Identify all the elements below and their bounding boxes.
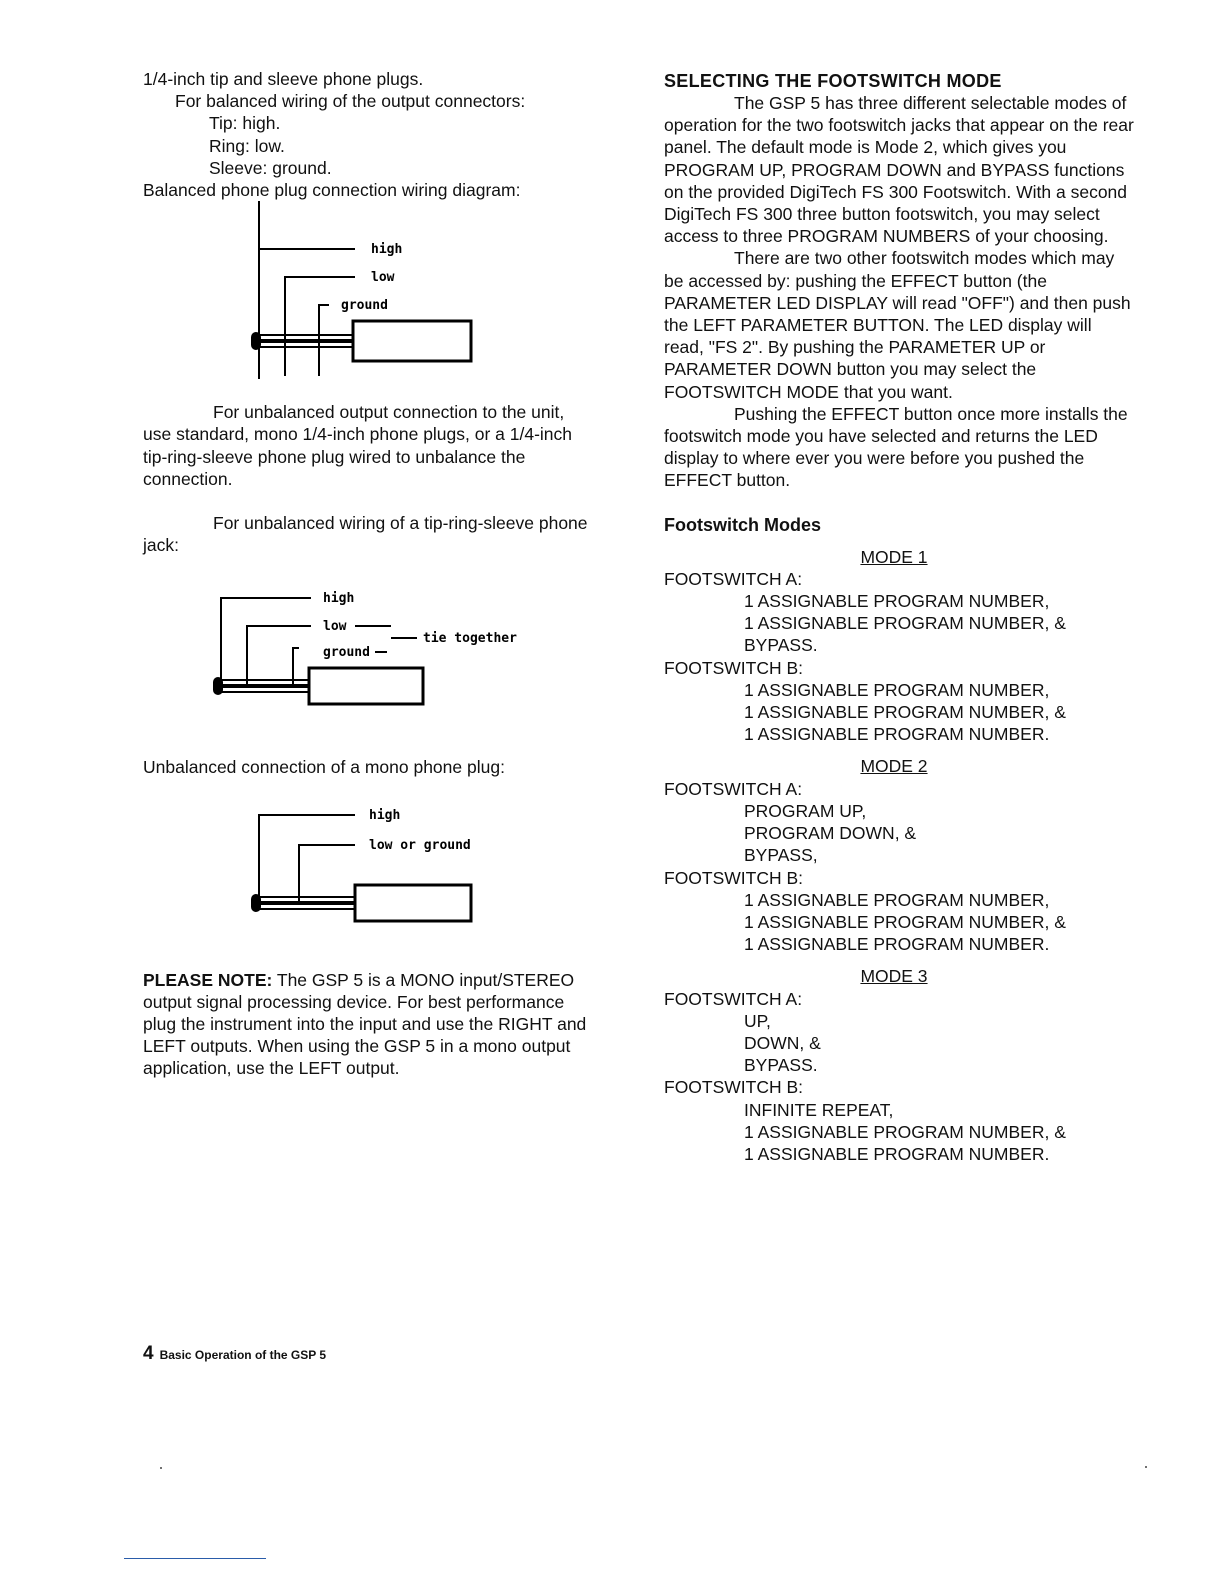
- mode-item: PROGRAM DOWN, &: [744, 823, 917, 844]
- label-tie-together: tie together: [423, 631, 517, 647]
- mode-item: 1 ASSIGNABLE PROGRAM NUMBER.: [744, 724, 1050, 745]
- paragraph: The GSP 5 has three different selectable modes of operation for the two footswitch jacks that appear on the rear panel. The default mode is Mode 2, which gives you PROGRAM UP, PROGRAM DOWN and BYPASS functions on the provided DigiTech FS 300 Footswitch. With a second DigiTech FS 300 three button footswitch, you may select access to three PROGRAM NUMBERS of your choosing.: [664, 93, 1134, 247]
- mode-item: 1 ASSIGNABLE PROGRAM NUMBER,: [744, 889, 1050, 910]
- footswitch-label: FOOTSWITCH A:: [664, 568, 803, 589]
- mode-block: [664, 546, 1134, 746]
- mode-item: DOWN, &: [744, 1032, 821, 1053]
- mode-item: 1 ASSIGNABLE PROGRAM NUMBER.: [744, 1143, 1050, 1164]
- footswitch-label: FOOTSWITCH B:: [664, 657, 804, 678]
- plug-drawing: [143, 556, 593, 756]
- label-ground: ground: [341, 298, 388, 314]
- page-number: 4: [143, 1343, 154, 1364]
- paragraph: Unbalanced connection of a mono phone plug:: [143, 757, 505, 778]
- mode-item: BYPASS,: [744, 845, 818, 866]
- plug-drawing: [143, 201, 593, 401]
- mode-item: BYPASS.: [744, 1055, 818, 1076]
- balanced-plug-diagram: [143, 201, 593, 401]
- mode-item: UP,: [744, 1010, 771, 1031]
- scan-speck: [160, 1467, 162, 1469]
- label-low: low: [371, 270, 395, 286]
- mode-item: BYPASS.: [744, 635, 818, 656]
- paragraph: For unbalanced output connection to the unit, use standard, mono 1/4-inch phone plugs, or a 1/4-inch tip-ring-sleeve phone plug wired to unbalance the connection.: [143, 402, 573, 489]
- unbalanced-trs-diagram: [143, 556, 593, 756]
- left-column: [143, 68, 593, 1080]
- note-text: The GSP 5 is a MONO input/STEREO output signal processing device. For best performance plug the instrument into the input and use the RIGHT and LEFT outputs. When using the GSP 5 in a mono output application, use the LEFT output.: [143, 969, 587, 1079]
- mode-block: [664, 965, 1134, 1165]
- footer-divider: [124, 1558, 266, 1559]
- label-low-or-ground: low or ground: [369, 837, 471, 853]
- footswitch-label: FOOTSWITCH B:: [664, 867, 804, 888]
- mode-title: MODE 1: [860, 546, 928, 567]
- mode-item: 1 ASSIGNABLE PROGRAM NUMBER,: [744, 591, 1050, 612]
- mode-item: 1 ASSIGNABLE PROGRAM NUMBER.: [744, 934, 1050, 955]
- footswitch-label: FOOTSWITCH A:: [664, 778, 803, 799]
- footer-text: Basic Operation of the GSP 5: [159, 1348, 327, 1362]
- section-heading: SELECTING THE FOOTSWITCH MODE: [664, 71, 1002, 91]
- paragraph: There are two other footswitch modes which may be accessed by: pushing the EFFECT button (the PARAMETER LED DISPLAY will read "OFF") and then push the LEFT PARAMETER BUTTON. The LED display will read, "FS 2". By pushing the PARAMETER UP or PARAMETER DOWN button you may select the FOOTSWITCH MODE that you want.: [664, 248, 1131, 402]
- label-high: high: [371, 242, 403, 258]
- mode-item: 1 ASSIGNABLE PROGRAM NUMBER,: [744, 679, 1050, 700]
- please-note: [143, 969, 593, 1080]
- label-low: low: [323, 619, 347, 635]
- paragraph: For balanced wiring of the output connectors:: [175, 91, 526, 112]
- label-high: high: [369, 807, 401, 823]
- paragraph: Balanced phone plug connection wiring diagram:: [143, 180, 521, 201]
- wiring-item: Sleeve: ground.: [209, 157, 332, 178]
- mode-item: 1 ASSIGNABLE PROGRAM NUMBER, &: [744, 1121, 1066, 1142]
- mode-title: MODE 3: [860, 966, 928, 987]
- subheading: Footswitch Modes: [664, 514, 821, 535]
- mode-block: [664, 755, 1134, 955]
- wiring-item: Tip: high.: [209, 113, 281, 134]
- mode-item: INFINITE REPEAT,: [744, 1099, 894, 1120]
- wiring-list: [143, 112, 593, 179]
- mode-title: MODE 2: [860, 756, 928, 777]
- label-ground: ground: [323, 645, 370, 661]
- page-footer: [143, 1343, 326, 1365]
- mode-item: PROGRAM UP,: [744, 800, 867, 821]
- mode-item: 1 ASSIGNABLE PROGRAM NUMBER, &: [744, 702, 1066, 723]
- right-column: [664, 70, 1134, 1165]
- mono-plug-diagram: [143, 779, 593, 969]
- label-high: high: [323, 591, 355, 607]
- paragraph: Pushing the EFFECT button once more installs the footswitch mode you have selected and returns the LED display to where ever you were before you pushed the EFFECT button.: [664, 403, 1128, 491]
- footswitch-label: FOOTSWITCH B:: [664, 1077, 804, 1098]
- scan-speck: [1145, 1466, 1147, 1468]
- wiring-item: Ring: low.: [209, 135, 285, 156]
- footswitch-label: FOOTSWITCH A:: [664, 988, 803, 1009]
- mode-item: 1 ASSIGNABLE PROGRAM NUMBER, &: [744, 613, 1066, 634]
- paragraph: 1/4-inch tip and sleeve phone plugs.: [143, 69, 424, 89]
- plug-drawing: [143, 779, 593, 969]
- paragraph: For unbalanced wiring of a tip-ring-sleeve phone jack:: [143, 513, 588, 556]
- note-label: PLEASE NOTE:: [143, 969, 273, 990]
- mode-item: 1 ASSIGNABLE PROGRAM NUMBER, &: [744, 911, 1066, 932]
